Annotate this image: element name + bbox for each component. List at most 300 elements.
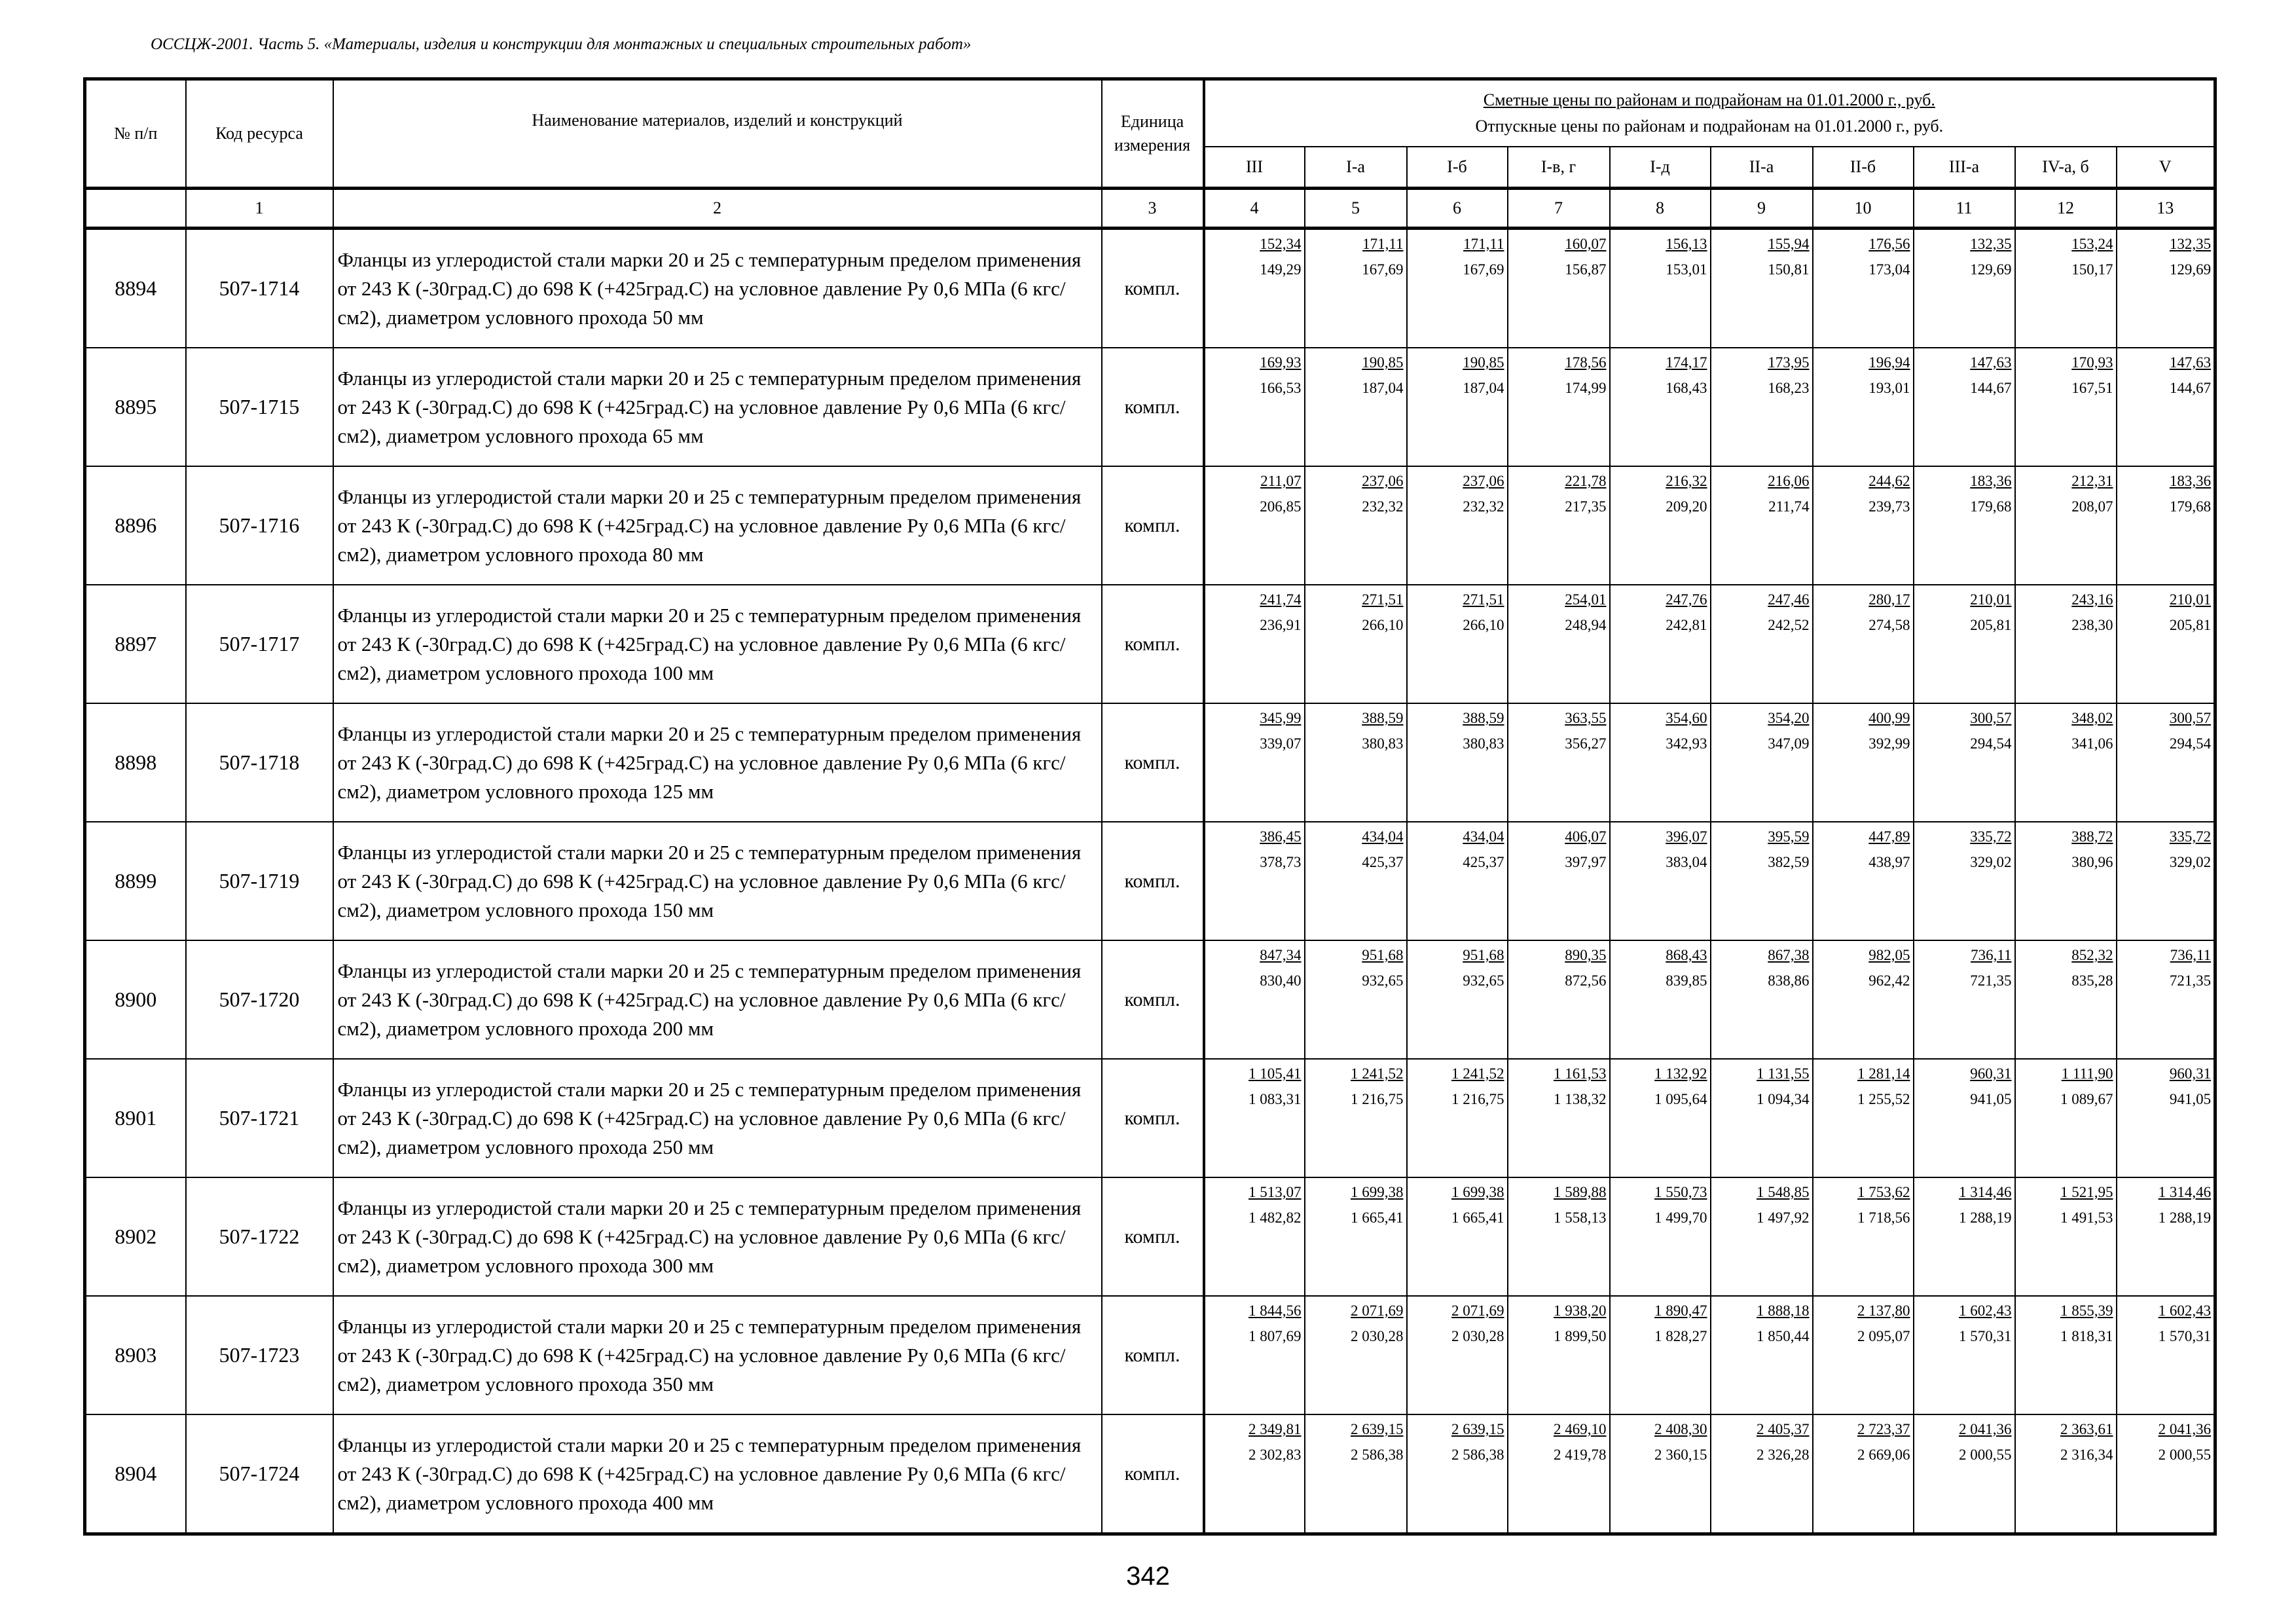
- price-cell: [2117, 348, 2215, 466]
- release-price: 2 030,28: [1351, 1328, 1404, 1344]
- release-price: 266,10: [1463, 617, 1504, 633]
- price-cell: [1305, 1296, 1407, 1414]
- unit-of-measure: компл.: [1102, 585, 1204, 703]
- price-cell: [2015, 703, 2117, 822]
- estimate-price: 434,04: [1463, 828, 1504, 845]
- estimate-price: 183,36: [1970, 473, 2012, 489]
- estimate-price: 280,17: [1868, 591, 1910, 608]
- estimate-price: 244,62: [1868, 473, 1910, 489]
- document-header: ОССЦЖ-2001. Часть 5. «Материалы, изделия и конструкции для монтажных и специальных строительных работ»: [151, 35, 972, 53]
- price-cell: [1305, 1059, 1407, 1177]
- unit-of-measure: компл.: [1102, 703, 1204, 822]
- estimate-price: 1 753,62: [1857, 1184, 1910, 1200]
- region-header: III: [1204, 147, 1305, 189]
- column-number-row: [85, 189, 2215, 229]
- estimate-price: 210,01: [2169, 591, 2212, 608]
- release-price: 1 138,32: [1554, 1091, 1607, 1107]
- price-cell: [2117, 1414, 2215, 1534]
- price-cell: [2117, 585, 2215, 703]
- price-cell: [1204, 822, 1305, 940]
- price-cell: [1407, 1177, 1508, 1296]
- price-cell: [2015, 1414, 2117, 1534]
- estimate-price: 1 550,73: [1654, 1184, 1707, 1200]
- release-price: 2 030,28: [1451, 1328, 1504, 1344]
- release-price: 274,58: [1868, 617, 1910, 633]
- estimate-price: 211,07: [1260, 473, 1302, 489]
- release-price: 1 089,67: [2060, 1091, 2113, 1107]
- price-cell: [1204, 1059, 1305, 1177]
- column-number: 11: [1914, 189, 2015, 229]
- release-price: 1 718,56: [1857, 1209, 1910, 1226]
- price-cell: [1610, 229, 1711, 348]
- price-cell: [1508, 229, 1610, 348]
- price-cell: [2015, 585, 2117, 703]
- release-price: 425,37: [1463, 854, 1504, 870]
- estimate-price: 196,94: [1868, 354, 1910, 371]
- price-cell: [1813, 229, 1914, 348]
- release-price: 232,32: [1463, 498, 1504, 515]
- price-cell: [1204, 1177, 1305, 1296]
- estimate-price: 178,56: [1565, 354, 1607, 371]
- release-price: 173,04: [1868, 261, 1910, 278]
- release-price: 2 316,34: [2060, 1447, 2113, 1463]
- material-name: Фланцы из углеродистой стали марки 20 и 25 с температурным пределом применения от 243 К (-30град.С) до 698 К (+425град.С) на условное давление Ру 0,6 МПа (6 кгс/см2), диаметром условного прохода 300 мм: [333, 1177, 1102, 1296]
- price-cell: [1610, 1059, 1711, 1177]
- region-header: V: [2117, 147, 2215, 189]
- release-price: 242,81: [1666, 617, 1707, 633]
- price-cell: [1711, 1296, 1813, 1414]
- estimate-price: 153,24: [2071, 236, 2113, 252]
- estimate-price: 190,85: [1463, 354, 1504, 371]
- estimate-price: 388,59: [1463, 710, 1504, 726]
- header-unit: Единица измерения: [1102, 79, 1204, 189]
- price-cell: [1305, 466, 1407, 585]
- estimate-price: 243,16: [2071, 591, 2113, 608]
- price-cell: [1813, 1296, 1914, 1414]
- estimate-price: 171,11: [1362, 236, 1404, 252]
- price-cell: [1813, 703, 1914, 822]
- estimate-price: 363,55: [1565, 710, 1607, 726]
- estimate-price: 388,59: [1362, 710, 1404, 726]
- estimate-price: 1 521,95: [2060, 1184, 2113, 1200]
- row-index: 8904: [85, 1414, 186, 1534]
- row-index: 8898: [85, 703, 186, 822]
- release-price: 294,54: [1970, 735, 2012, 752]
- price-cell: [1305, 940, 1407, 1059]
- estimate-price: 1 938,20: [1554, 1302, 1607, 1319]
- release-price: 206,85: [1260, 498, 1302, 515]
- estimate-price: 1 132,92: [1654, 1065, 1707, 1082]
- resource-code: 507-1724: [186, 1414, 333, 1534]
- estimate-price: 335,72: [2169, 828, 2212, 845]
- row-index: 8903: [85, 1296, 186, 1414]
- price-cell: [1204, 940, 1305, 1059]
- price-cell: [1407, 1059, 1508, 1177]
- estimate-price: 152,34: [1260, 236, 1302, 252]
- price-cell: [2015, 940, 2117, 1059]
- column-number: 1: [186, 189, 333, 229]
- estimate-price: 1 890,47: [1654, 1302, 1707, 1319]
- release-price: 166,53: [1260, 380, 1302, 396]
- estimate-price: 237,06: [1463, 473, 1504, 489]
- price-cell: [1407, 1296, 1508, 1414]
- release-price: 1 216,75: [1351, 1091, 1404, 1107]
- price-cell: [1204, 348, 1305, 466]
- price-cell: [1813, 1414, 1914, 1534]
- release-price: 179,68: [1970, 498, 2012, 515]
- price-cell: [1813, 466, 1914, 585]
- release-price: 941,05: [2169, 1091, 2212, 1107]
- price-cell: [1508, 822, 1610, 940]
- price-cell: [1711, 585, 1813, 703]
- release-price: 144,67: [1970, 380, 2012, 396]
- release-price: 1 665,41: [1451, 1209, 1504, 1226]
- estimate-price: 241,74: [1260, 591, 1302, 608]
- estimate-price: 156,13: [1666, 236, 1707, 252]
- price-cell: [2117, 1059, 2215, 1177]
- resource-code: 507-1716: [186, 466, 333, 585]
- release-price: 1 094,34: [1757, 1091, 1810, 1107]
- estimate-price: 160,07: [1565, 236, 1607, 252]
- price-cell: [1914, 348, 2015, 466]
- release-price: 167,51: [2071, 380, 2113, 396]
- unit-of-measure: компл.: [1102, 940, 1204, 1059]
- header-prices: [1204, 79, 2215, 147]
- column-number: 2: [333, 189, 1102, 229]
- resource-code: 507-1719: [186, 822, 333, 940]
- price-cell: [1914, 1059, 2015, 1177]
- price-cell: [2015, 1296, 2117, 1414]
- estimate-price: 2 408,30: [1654, 1421, 1707, 1437]
- table-row: [85, 822, 2215, 940]
- release-price: 1 899,50: [1554, 1328, 1607, 1344]
- release-price: 2 360,15: [1654, 1447, 1707, 1463]
- price-cell: [1305, 229, 1407, 348]
- table-row: [85, 1059, 2215, 1177]
- release-price: 932,65: [1463, 972, 1504, 989]
- price-cell: [2015, 348, 2117, 466]
- price-cell: [1508, 466, 1610, 585]
- region-header: I-б: [1407, 147, 1508, 189]
- estimate-price: 400,99: [1868, 710, 1910, 726]
- release-price: 356,27: [1565, 735, 1607, 752]
- estimate-price: 2 349,81: [1248, 1421, 1302, 1437]
- release-price: 342,93: [1666, 735, 1707, 752]
- release-price: 2 000,55: [2158, 1447, 2212, 1463]
- release-price: 1 288,19: [1959, 1209, 2012, 1226]
- price-cell: [2117, 466, 2215, 585]
- release-price: 1 083,31: [1248, 1091, 1302, 1107]
- release-price: 1 807,69: [1248, 1328, 1302, 1344]
- column-number: 5: [1305, 189, 1407, 229]
- release-price: 438,97: [1868, 854, 1910, 870]
- release-price: 2 419,78: [1554, 1447, 1607, 1463]
- estimate-price: 396,07: [1666, 828, 1707, 845]
- release-price: 378,73: [1260, 854, 1302, 870]
- estimate-price: 2 405,37: [1757, 1421, 1810, 1437]
- column-number-blank: [85, 189, 186, 229]
- resource-code: 507-1718: [186, 703, 333, 822]
- page-number: 342: [1126, 1562, 1170, 1591]
- price-cell: [1711, 703, 1813, 822]
- release-price: 2 095,07: [1857, 1328, 1910, 1344]
- estimate-price: 300,57: [1970, 710, 2012, 726]
- estimate-price: 354,60: [1666, 710, 1707, 726]
- row-index: 8899: [85, 822, 186, 940]
- release-price: 294,54: [2169, 735, 2212, 752]
- price-cell: [1204, 585, 1305, 703]
- price-cell: [1508, 1177, 1610, 1296]
- unit-of-measure: компл.: [1102, 466, 1204, 585]
- resource-code: 507-1720: [186, 940, 333, 1059]
- release-price: 167,69: [1463, 261, 1504, 278]
- release-price: 2 302,83: [1248, 1447, 1302, 1463]
- column-number: 6: [1407, 189, 1508, 229]
- estimate-price: 1 111,90: [2061, 1065, 2113, 1082]
- release-price: 168,23: [1768, 380, 1810, 396]
- price-cell: [1305, 703, 1407, 822]
- region-header: II-а: [1711, 147, 1813, 189]
- estimate-price: 212,31: [2071, 473, 2113, 489]
- release-price: 174,99: [1565, 380, 1607, 396]
- price-cell: [1407, 348, 1508, 466]
- column-number: 13: [2117, 189, 2215, 229]
- release-price: 149,29: [1260, 261, 1302, 278]
- estimate-price: 2 469,10: [1554, 1421, 1607, 1437]
- price-cell: [2117, 1296, 2215, 1414]
- resource-code: 507-1717: [186, 585, 333, 703]
- release-price: 129,69: [2169, 261, 2212, 278]
- estimate-price: 447,89: [1868, 828, 1910, 845]
- material-name: Фланцы из углеродистой стали марки 20 и 25 с температурным пределом применения от 243 К (-30град.С) до 698 К (+425град.С) на условное давление Ру 0,6 МПа (6 кгс/см2), диаметром условного прохода 65 мм: [333, 348, 1102, 466]
- release-price: 236,91: [1260, 617, 1302, 633]
- column-number: 7: [1508, 189, 1610, 229]
- resource-code: 507-1715: [186, 348, 333, 466]
- price-cell: [1508, 1059, 1610, 1177]
- estimate-price: 406,07: [1565, 828, 1607, 845]
- region-header: II-б: [1813, 147, 1914, 189]
- estimate-price: 1 855,39: [2060, 1302, 2113, 1319]
- estimate-price: 132,35: [1970, 236, 2012, 252]
- price-cell: [1813, 348, 1914, 466]
- release-price: 380,83: [1362, 735, 1404, 752]
- price-cell: [1914, 229, 2015, 348]
- region-header: I-а: [1305, 147, 1407, 189]
- material-name: Фланцы из углеродистой стали марки 20 и 25 с температурным пределом применения от 243 К (-30град.С) до 698 К (+425град.С) на условное давление Ру 0,6 МПа (6 кгс/см2), диаметром условного прохода 200 мм: [333, 940, 1102, 1059]
- material-name: Фланцы из углеродистой стали марки 20 и 25 с температурным пределом применения от 243 К (-30град.С) до 698 К (+425град.С) на условное давление Ру 0,6 МПа (6 кгс/см2), диаметром условного прохода 250 мм: [333, 1059, 1102, 1177]
- estimate-price: 176,56: [1868, 236, 1910, 252]
- estimate-price: 1 513,07: [1248, 1184, 1302, 1200]
- price-cell: [2015, 1177, 2117, 1296]
- material-name: Фланцы из углеродистой стали марки 20 и 25 с температурным пределом применения от 243 К (-30град.С) до 698 К (+425град.С) на условное давление Ру 0,6 МПа (6 кгс/см2), диаметром условного прохода 100 мм: [333, 585, 1102, 703]
- table-row: [85, 229, 2215, 348]
- release-price: 1 288,19: [2158, 1209, 2212, 1226]
- release-price: 1 818,31: [2060, 1328, 2113, 1344]
- price-cell: [1914, 466, 2015, 585]
- estimate-price: 395,59: [1768, 828, 1810, 845]
- estimate-price: 173,95: [1768, 354, 1810, 371]
- release-price: 838,86: [1768, 972, 1810, 989]
- price-cell: [1305, 1414, 1407, 1534]
- estimate-price: 254,01: [1565, 591, 1607, 608]
- release-price: 1 491,53: [2060, 1209, 2113, 1226]
- price-cell: [1204, 703, 1305, 822]
- material-name: Фланцы из углеродистой стали марки 20 и 25 с температурным пределом применения от 243 К (-30град.С) до 698 К (+425град.С) на условное давление Ру 0,6 МПа (6 кгс/см2), диаметром условного прохода 400 мм: [333, 1414, 1102, 1534]
- price-cell: [1813, 585, 1914, 703]
- column-number: 3: [1102, 189, 1204, 229]
- release-price: 425,37: [1362, 854, 1404, 870]
- table-row: [85, 585, 2215, 703]
- price-cell: [2117, 1177, 2215, 1296]
- price-cell: [1914, 1177, 2015, 1296]
- unit-of-measure: компл.: [1102, 1059, 1204, 1177]
- estimate-price: 1 281,14: [1857, 1065, 1910, 1082]
- estimate-price: 1 844,56: [1248, 1302, 1302, 1319]
- estimate-price: 1 589,88: [1554, 1184, 1607, 1200]
- estimate-price: 1 548,85: [1757, 1184, 1810, 1200]
- estimate-price: 951,68: [1362, 947, 1404, 963]
- estimate-price: 354,20: [1768, 710, 1810, 726]
- unit-of-measure: компл.: [1102, 229, 1204, 348]
- release-price: 193,01: [1868, 380, 1910, 396]
- estimate-price: 348,02: [2071, 710, 2113, 726]
- release-price: 1 828,27: [1654, 1328, 1707, 1344]
- price-cell: [1711, 348, 1813, 466]
- estimate-price: 1 888,18: [1757, 1302, 1810, 1319]
- release-price: 380,96: [2071, 854, 2113, 870]
- estimate-price: 190,85: [1362, 354, 1404, 371]
- release-price: 329,02: [1970, 854, 2012, 870]
- price-cell: [1711, 940, 1813, 1059]
- release-price: 1 497,92: [1757, 1209, 1810, 1226]
- release-price: 347,09: [1768, 735, 1810, 752]
- release-price: 1 216,75: [1451, 1091, 1504, 1107]
- release-price: 153,01: [1666, 261, 1707, 278]
- price-cell: [1914, 703, 2015, 822]
- release-price: 167,69: [1362, 261, 1404, 278]
- estimate-price: 736,11: [2170, 947, 2212, 963]
- estimate-price: 1 314,46: [2158, 1184, 2212, 1200]
- resource-code: 507-1714: [186, 229, 333, 348]
- estimate-price: 210,01: [1970, 591, 2012, 608]
- material-name: Фланцы из углеродистой стали марки 20 и 25 с температурным пределом применения от 243 К (-30град.С) до 698 К (+425град.С) на условное давление Ру 0,6 МПа (6 кгс/см2), диаметром условного прохода 80 мм: [333, 466, 1102, 585]
- estimate-price: 867,38: [1768, 947, 1810, 963]
- price-cell: [1204, 1414, 1305, 1534]
- row-index: 8895: [85, 348, 186, 466]
- price-cell: [1508, 585, 1610, 703]
- release-price: 397,97: [1565, 854, 1607, 870]
- resource-code: 507-1721: [186, 1059, 333, 1177]
- estimate-price: 2 639,15: [1451, 1421, 1504, 1437]
- estimate-price: 1 314,46: [1959, 1184, 2012, 1200]
- column-number: 10: [1813, 189, 1914, 229]
- header-prices-estimate: Сметные цены по районам и подрайонам на 01.01.2000 г., руб.: [1483, 90, 1935, 109]
- price-table: [83, 77, 2217, 1536]
- release-price: 839,85: [1666, 972, 1707, 989]
- release-price: 266,10: [1362, 617, 1404, 633]
- release-price: 329,02: [2169, 854, 2212, 870]
- table-row: [85, 466, 2215, 585]
- estimate-price: 982,05: [1868, 947, 1910, 963]
- price-cell: [1407, 703, 1508, 822]
- price-cell: [1407, 585, 1508, 703]
- unit-of-measure: компл.: [1102, 1296, 1204, 1414]
- release-price: 2 586,38: [1351, 1447, 1404, 1463]
- price-cell: [1204, 1296, 1305, 1414]
- price-cell: [1711, 466, 1813, 585]
- release-price: 1 482,82: [1248, 1209, 1302, 1226]
- price-cell: [2117, 703, 2215, 822]
- estimate-price: 2 071,69: [1351, 1302, 1404, 1319]
- estimate-price: 736,11: [1971, 947, 2012, 963]
- price-cell: [1914, 940, 2015, 1059]
- price-cell: [1508, 1296, 1610, 1414]
- price-cell: [1407, 940, 1508, 1059]
- release-price: 1 570,31: [1959, 1328, 2012, 1344]
- release-price: 932,65: [1362, 972, 1404, 989]
- release-price: 144,67: [2169, 380, 2212, 396]
- estimate-price: 386,45: [1260, 828, 1302, 845]
- material-name: Фланцы из углеродистой стали марки 20 и 25 с температурным пределом применения от 243 К (-30град.С) до 698 К (+425град.С) на условное давление Ру 0,6 МПа (6 кгс/см2), диаметром условного прохода 350 мм: [333, 1296, 1102, 1414]
- estimate-price: 1 699,38: [1451, 1184, 1504, 1200]
- release-price: 2 326,28: [1757, 1447, 1810, 1463]
- estimate-price: 388,72: [2071, 828, 2113, 845]
- estimate-price: 1 241,52: [1351, 1065, 1404, 1082]
- header-code: Код ресурса: [186, 79, 333, 189]
- release-price: 383,04: [1666, 854, 1707, 870]
- material-name: Фланцы из углеродистой стали марки 20 и 25 с температурным пределом применения от 243 К (-30град.С) до 698 К (+425град.С) на условное давление Ру 0,6 МПа (6 кгс/см2), диаметром условного прохода 50 мм: [333, 229, 1102, 348]
- price-cell: [2015, 1059, 2117, 1177]
- row-index: 8901: [85, 1059, 186, 1177]
- estimate-price: 960,31: [2169, 1065, 2212, 1082]
- estimate-price: 1 161,53: [1554, 1065, 1607, 1082]
- price-cell: [1914, 822, 2015, 940]
- price-cell: [1711, 822, 1813, 940]
- price-cell: [1508, 940, 1610, 1059]
- release-price: 962,42: [1868, 972, 1910, 989]
- price-cell: [2117, 940, 2215, 1059]
- price-cell: [1305, 822, 1407, 940]
- release-price: 872,56: [1565, 972, 1607, 989]
- release-price: 211,74: [1768, 498, 1810, 515]
- table-body: [85, 229, 2215, 1534]
- row-index: 8896: [85, 466, 186, 585]
- release-price: 187,04: [1362, 380, 1404, 396]
- estimate-price: 1 105,41: [1248, 1065, 1302, 1082]
- price-cell: [1305, 348, 1407, 466]
- unit-of-measure: компл.: [1102, 1177, 1204, 1296]
- estimate-price: 169,93: [1260, 354, 1302, 371]
- release-price: 1 095,64: [1654, 1091, 1707, 1107]
- price-cell: [1508, 1414, 1610, 1534]
- release-price: 341,06: [2071, 735, 2113, 752]
- price-cell: [1914, 585, 2015, 703]
- release-price: 150,81: [1768, 261, 1810, 278]
- estimate-price: 434,04: [1362, 828, 1404, 845]
- release-price: 238,30: [2071, 617, 2113, 633]
- estimate-price: 216,32: [1666, 473, 1707, 489]
- estimate-price: 1 602,43: [2158, 1302, 2212, 1319]
- release-price: 1 570,31: [2158, 1328, 2212, 1344]
- release-price: 2 586,38: [1451, 1447, 1504, 1463]
- region-header: III-а: [1914, 147, 2015, 189]
- price-cell: [2015, 229, 2117, 348]
- price-cell: [1711, 1177, 1813, 1296]
- release-price: 721,35: [2169, 972, 2212, 989]
- estimate-price: 2 723,37: [1857, 1421, 1910, 1437]
- release-price: 835,28: [2071, 972, 2113, 989]
- price-cell: [2117, 229, 2215, 348]
